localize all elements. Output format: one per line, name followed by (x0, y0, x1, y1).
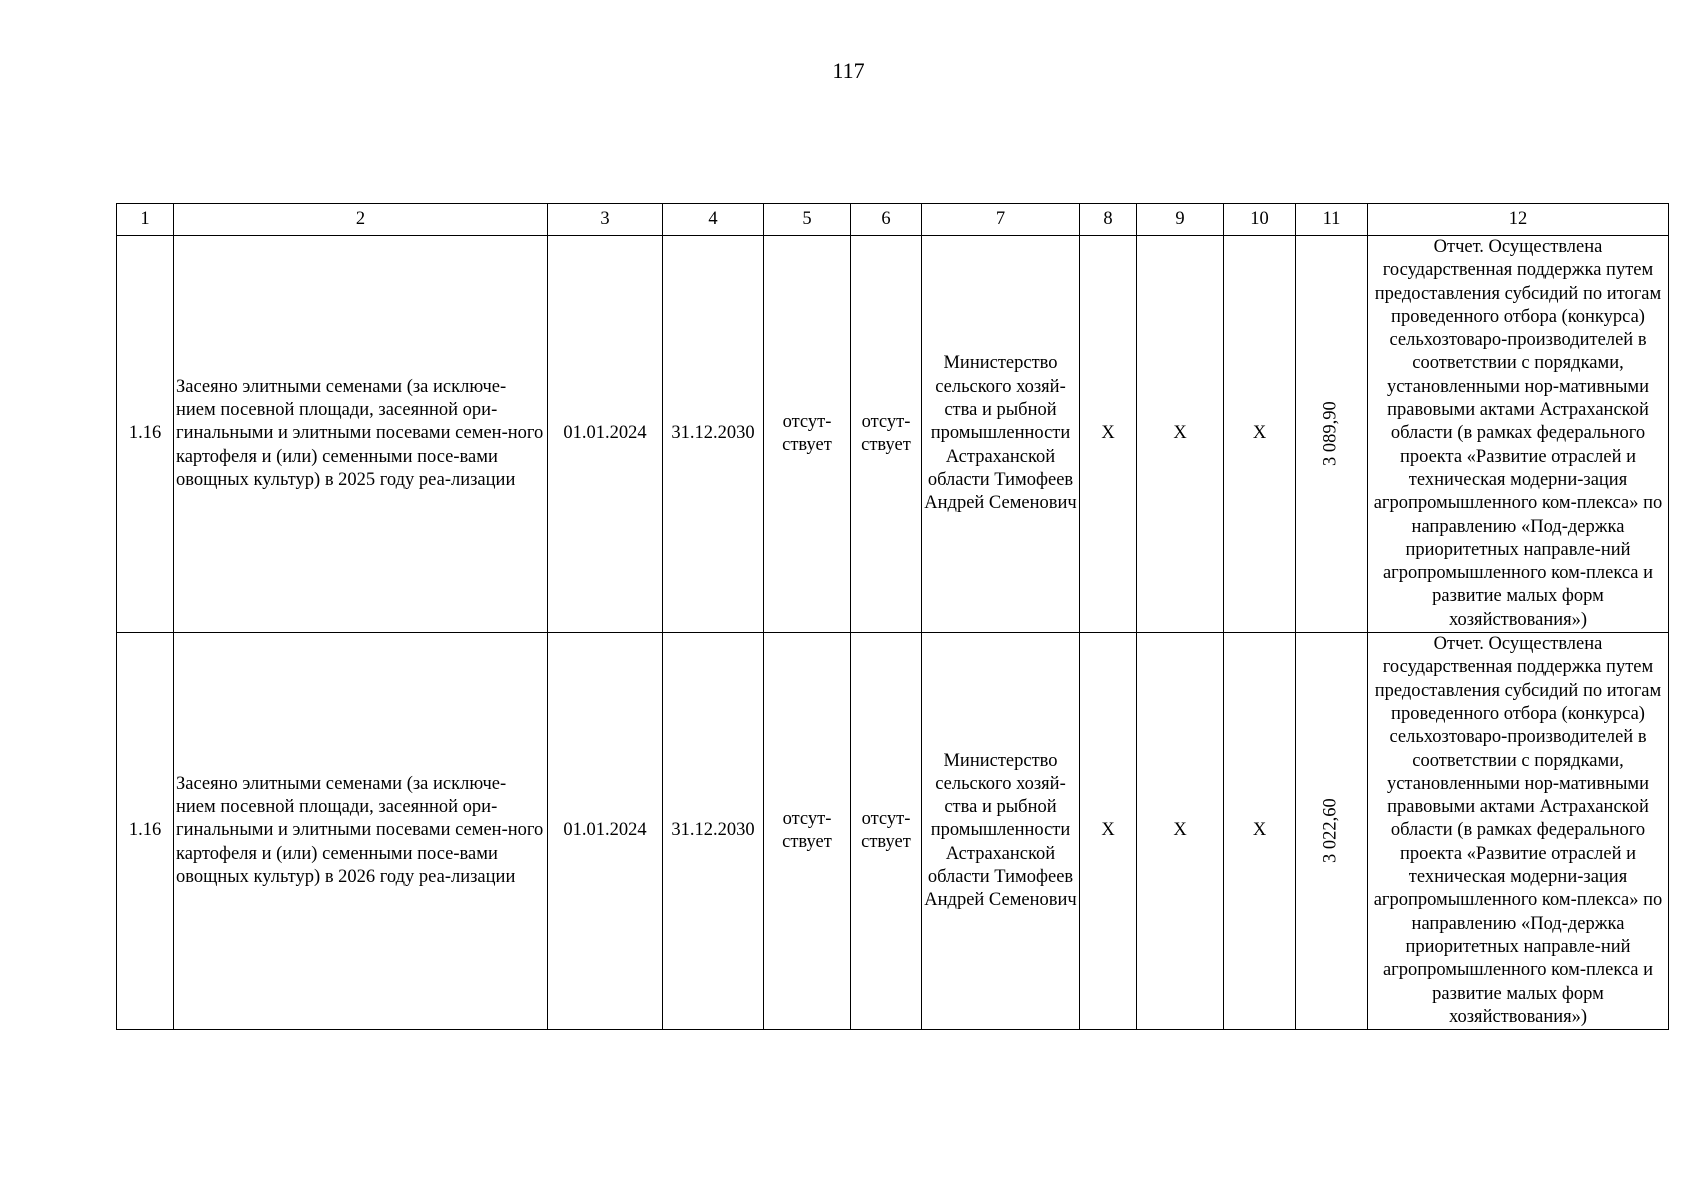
event-description: Засеяно элитными семенами (за исключе-нием посевной площади, засеянной ори-гинальными и элитными посевами семен-ного картофеля и (или) семенными посе-вами овощных культур) в 2025 году реа-лизации (174, 236, 548, 633)
header-cell: 11 (1296, 204, 1368, 236)
col10-mark: X (1224, 633, 1296, 1030)
header-cell: 1 (117, 204, 174, 236)
amount-cell (1296, 236, 1368, 633)
header-cell: 3 (548, 204, 663, 236)
header-cell: 8 (1080, 204, 1137, 236)
col5-value: отсут-ствует (764, 633, 851, 1030)
header-cell: 2 (174, 204, 548, 236)
report-table (116, 203, 1669, 1030)
start-date: 01.01.2024 (548, 633, 663, 1030)
col6-value: отсут-ствует (851, 633, 922, 1030)
header-cell: 7 (922, 204, 1080, 236)
amount-value: 3 089,90 (1320, 401, 1341, 467)
start-date: 01.01.2024 (548, 236, 663, 633)
event-description: Засеяно элитными семенами (за исключе-нием посевной площади, засеянной ори-гинальными и элитными посевами семен-ного картофеля и (или) семенными посе-вами овощных культур) в 2026 году реа-лизации (174, 633, 548, 1030)
header-cell: 5 (764, 204, 851, 236)
header-cell: 6 (851, 204, 922, 236)
col8-mark: X (1080, 236, 1137, 633)
col6-value: отсут-ствует (851, 236, 922, 633)
col9-mark: X (1137, 633, 1224, 1030)
page-number: 117 (832, 58, 865, 83)
header-cell: 10 (1224, 204, 1296, 236)
col5-value: отсут-ствует (764, 236, 851, 633)
row-number: 1.16 (117, 633, 174, 1030)
end-date: 31.12.2030 (663, 633, 764, 1030)
end-date: 31.12.2030 (663, 236, 764, 633)
responsible-executor: Министерство сельского хозяй-ства и рыбной промышленности Астраханской области Тимофеев Андрей Семенович (922, 633, 1080, 1030)
header-cell: 9 (1137, 204, 1224, 236)
header-row (117, 204, 1669, 236)
col10-mark: X (1224, 236, 1296, 633)
table-row (117, 236, 1669, 633)
table-row (117, 633, 1669, 1030)
amount-cell (1296, 633, 1368, 1030)
header-cell: 12 (1368, 204, 1669, 236)
col8-mark: X (1080, 633, 1137, 1030)
responsible-executor: Министерство сельского хозяй-ства и рыбной промышленности Астраханской области Тимофеев Андрей Семенович (922, 236, 1080, 633)
col9-mark: X (1137, 236, 1224, 633)
report-text: Отчет. Осуществлена государственная поддержка путем предоставления субсидий по итогам проведенного отбора (конкурса) сельхозтоваро-производителей в соответствии с порядками, установленными нор-мативными правовыми актами Астраханской области (в рамках федерального проекта «Развитие отраслей и техническая модерни-зация агропромышленного ком-плекса» по направлению «Под-держка приоритетных направле-ний агропромышленного ком-плекса и развитие малых форм хозяйствования») (1368, 633, 1669, 1030)
header-cell: 4 (663, 204, 764, 236)
report-text: Отчет. Осуществлена государственная поддержка путем предоставления субсидий по итогам проведенного отбора (конкурса) сельхозтоваро-производителей в соответствии с порядками, установленными нор-мативными правовыми актами Астраханской области (в рамках федерального проекта «Развитие отраслей и техническая модерни-зация агропромышленного ком-плекса» по направлению «Под-держка приоритетных направле-ний агропромышленного ком-плекса и развитие малых форм хозяйствования») (1368, 236, 1669, 633)
row-number: 1.16 (117, 236, 174, 633)
amount-value: 3 022,60 (1320, 798, 1341, 864)
